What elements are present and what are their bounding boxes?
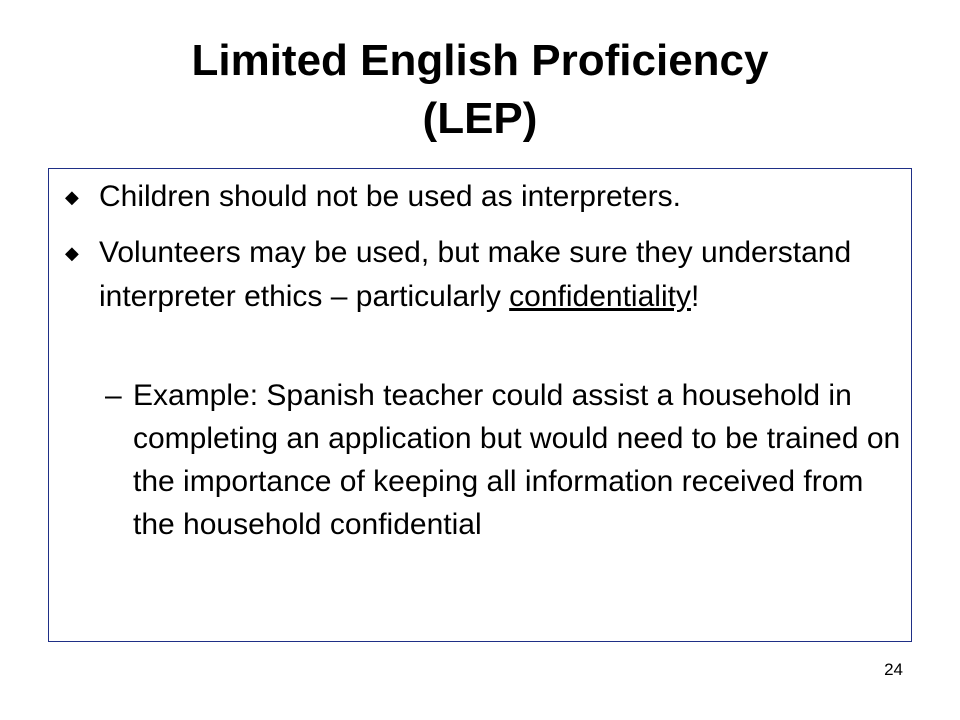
slide-title [0,32,960,148]
bullet-item-2 [65,231,895,319]
bullet-text-2-part-1: Volunteers may be used, but make sure they understand interpreter ethics – particularly [99,236,852,313]
bullet-text-2-part-2: ! [690,280,700,313]
sub-bullet-example [105,374,905,546]
bullet-text-1: Children should not be used as interpreters. [99,180,682,213]
sub-bullet-text: Example: Spanish teacher could assist a household in completing an application but would need to be trained on the importance of keeping all information received from the household confidential [133,379,901,541]
confidentiality-underlined: confidentiality [509,280,691,313]
bullet-text-2 [99,231,895,319]
dash-bullet: – [105,379,122,412]
diamond-bullet-icon: ◆ [65,187,79,207]
content-box [48,168,912,642]
bullet-item-1 [65,175,895,219]
title-line-2: (LEP) [422,94,538,143]
diamond-bullet-icon: ◆ [65,243,79,263]
title-line-1: Limited English Proficiency [191,36,769,85]
page-number: 24 [884,660,903,679]
